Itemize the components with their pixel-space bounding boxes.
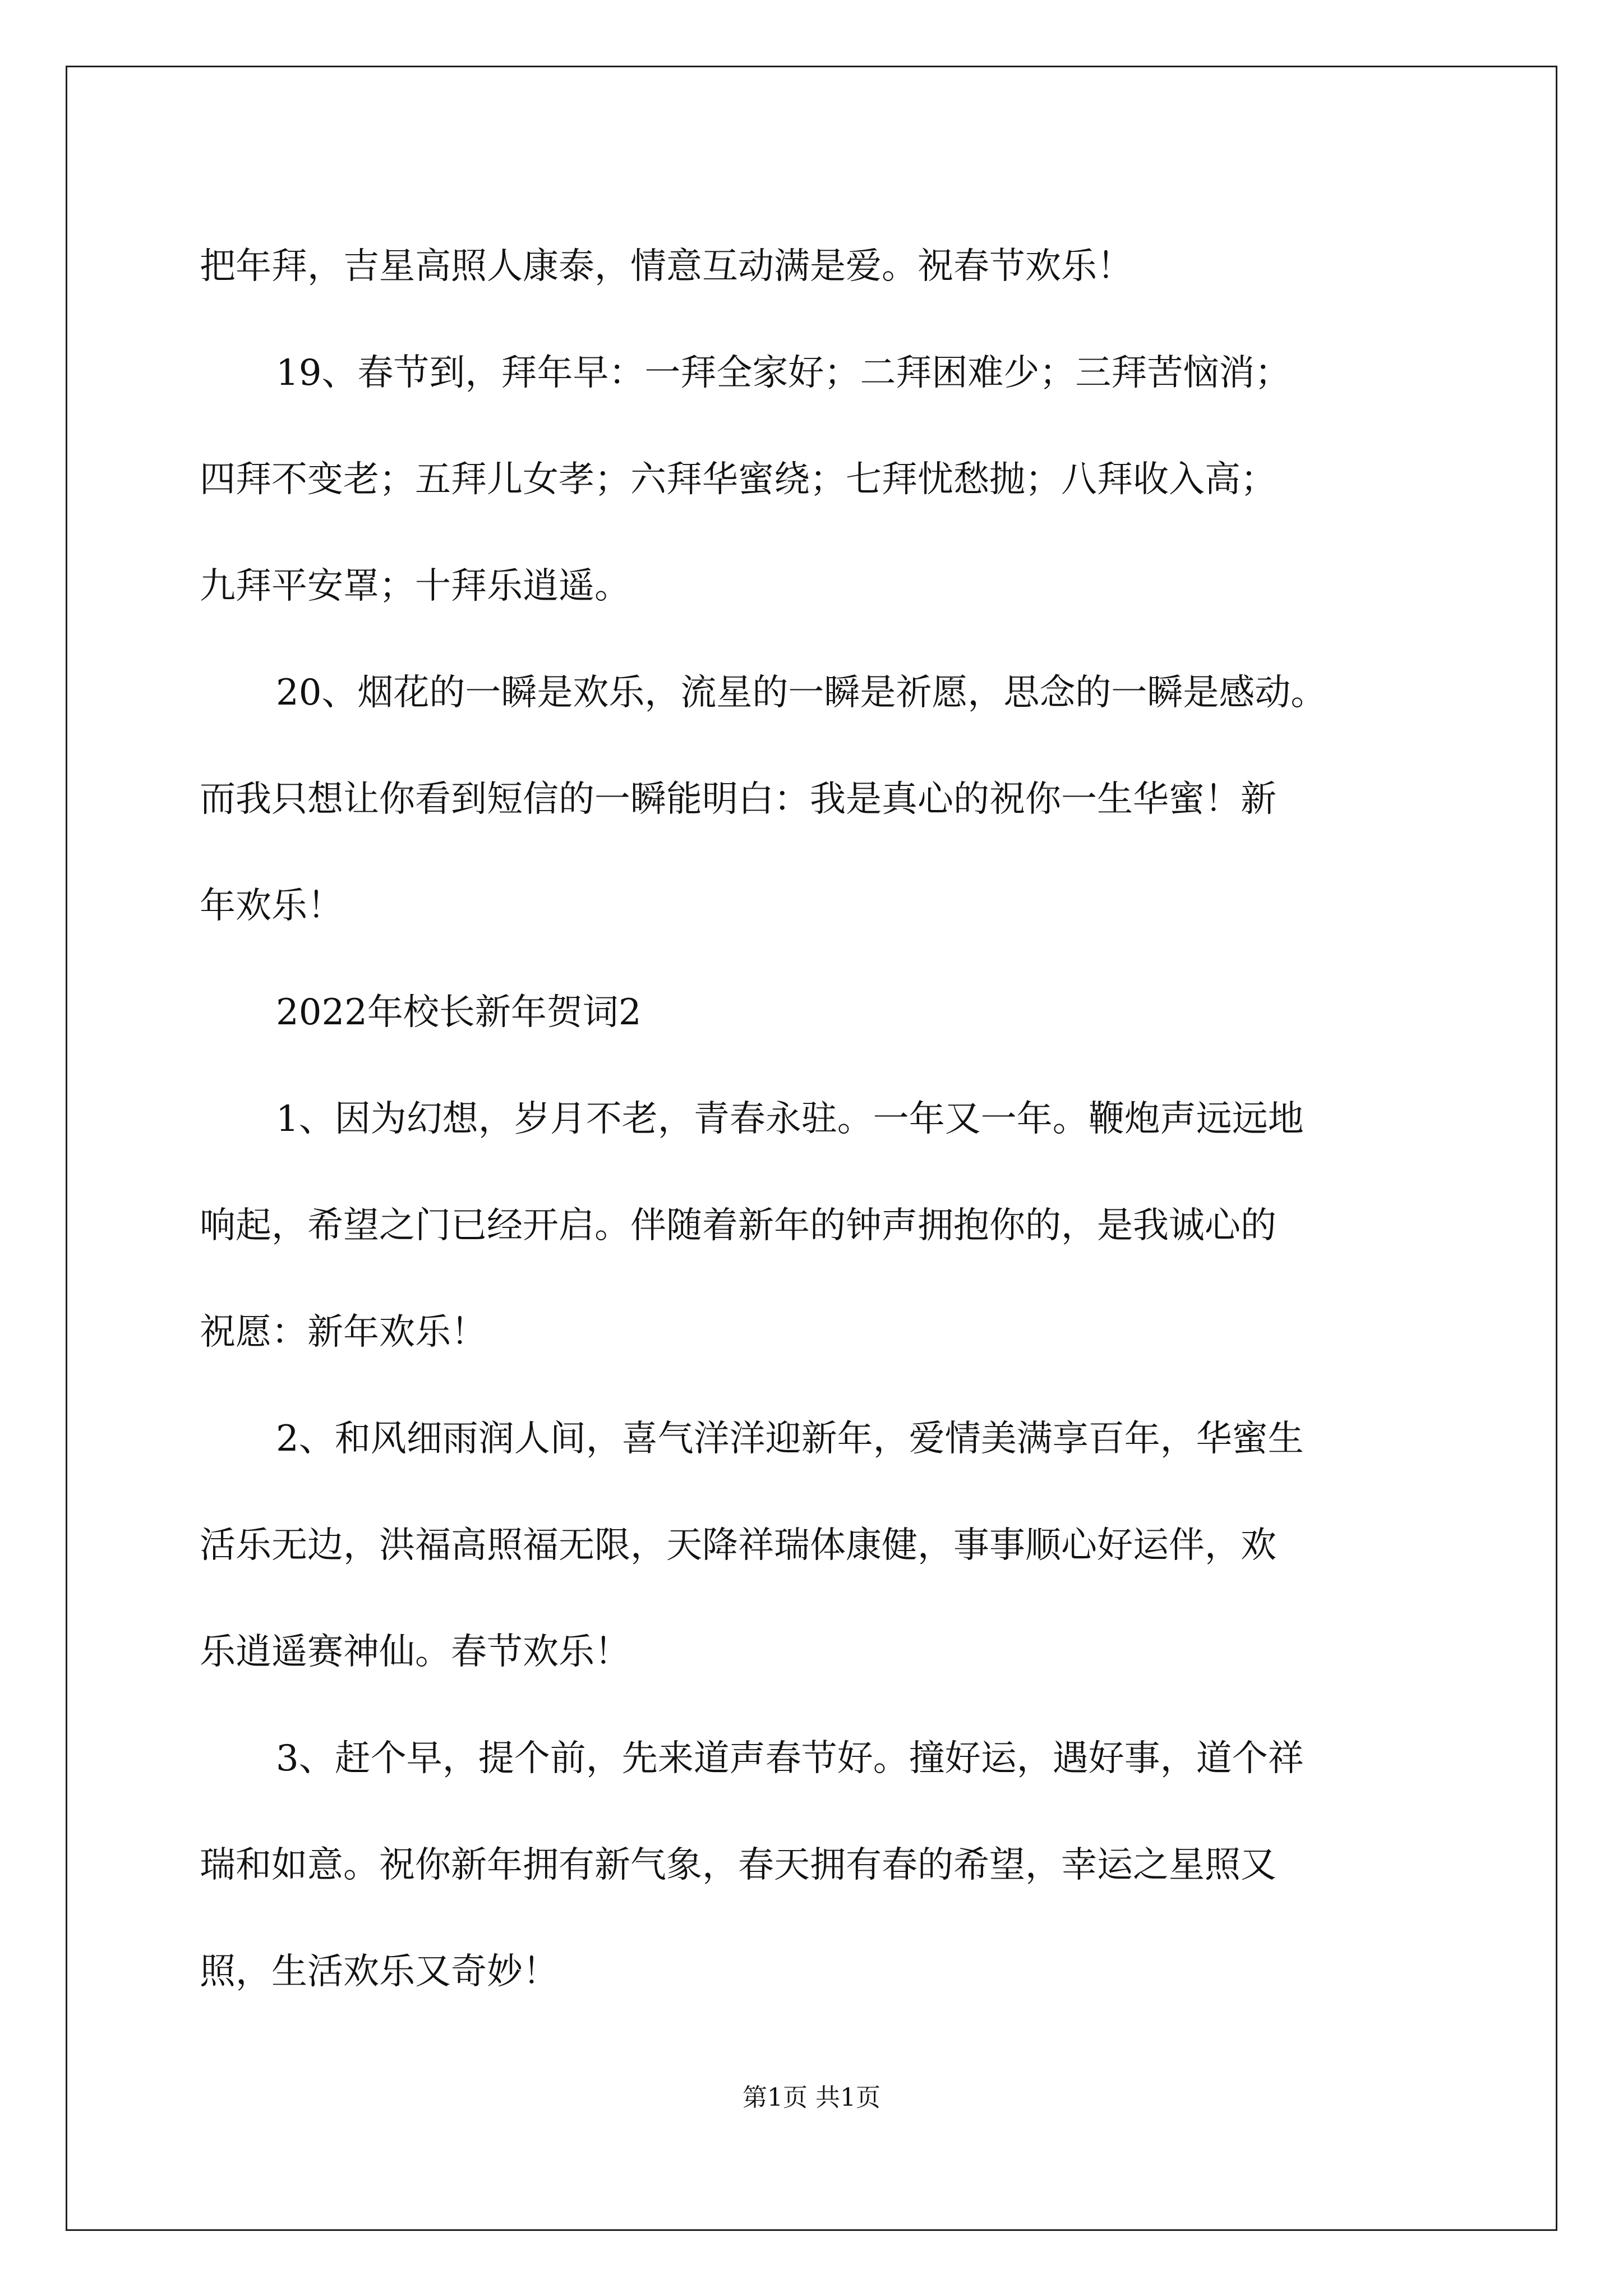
paragraph-1-line-2: 响起，希望之门已经开启。伴随着新年的钟声拥抱你的，是我诚心的 — [200, 1205, 1276, 1246]
paragraph-19-line-2: 四拜不变老；五拜儿女孝；六拜华蜜绕；七拜忧愁抛；八拜收入高； — [200, 459, 1276, 500]
paragraph-20-line-1: 20、烟花的一瞬是欢乐，流星的一瞬是祈愿，思念的一瞬是感动。 — [276, 672, 1327, 714]
paragraph-19-line-3: 九拜平安罩；十拜乐逍遥。 — [200, 565, 630, 607]
paragraph-3-line-1: 3、赶个早，提个前，先来道声春节好。撞好运，遇好事，道个祥 — [276, 1738, 1304, 1779]
paragraph-1-line-1: 1、因为幻想，岁月不老，青春永驻。一年又一年。鞭炮声远远地 — [276, 1098, 1304, 1140]
paragraph-2-line-2: 活乐无边，洪福高照福无限，天降祥瑞体康健，事事顺心好运伴，欢 — [200, 1525, 1276, 1566]
paragraph-1-line-3: 祝愿：新年欢乐！ — [200, 1312, 487, 1353]
paragraph-20-line-3: 年欢乐！ — [200, 885, 343, 927]
paragraph-20-line-2: 而我只想让你看到短信的一瞬能明白：我是真心的祝你一生华蜜！新 — [200, 779, 1276, 820]
section-heading: 2022年校长新年贺词2 — [276, 992, 642, 1033]
text-line: 把年拜，吉星高照人康泰，情意互动满是爱。祝春节欢乐！ — [200, 246, 1133, 287]
paragraph-19-line-1: 19、春节到，拜年早：一拜全家好；二拜困难少；三拜苦恼消； — [276, 352, 1291, 394]
paragraph-3-line-2: 瑞和如意。祝你新年拥有新气象，春天拥有春的希望，幸运之星照又 — [200, 1844, 1276, 1886]
paragraph-2-line-1: 2、和风细雨润人间，喜气洋洋迎新年，爱情美满享百年，华蜜生 — [276, 1418, 1304, 1460]
paragraph-2-line-3: 乐逍遥赛神仙。春节欢乐！ — [200, 1631, 630, 1673]
paragraph-3-line-3: 照，生活欢乐又奇妙！ — [200, 1951, 559, 1993]
page-footer: 第1页 共1页 — [743, 2083, 880, 2112]
document-body — [200, 213, 1439, 2025]
